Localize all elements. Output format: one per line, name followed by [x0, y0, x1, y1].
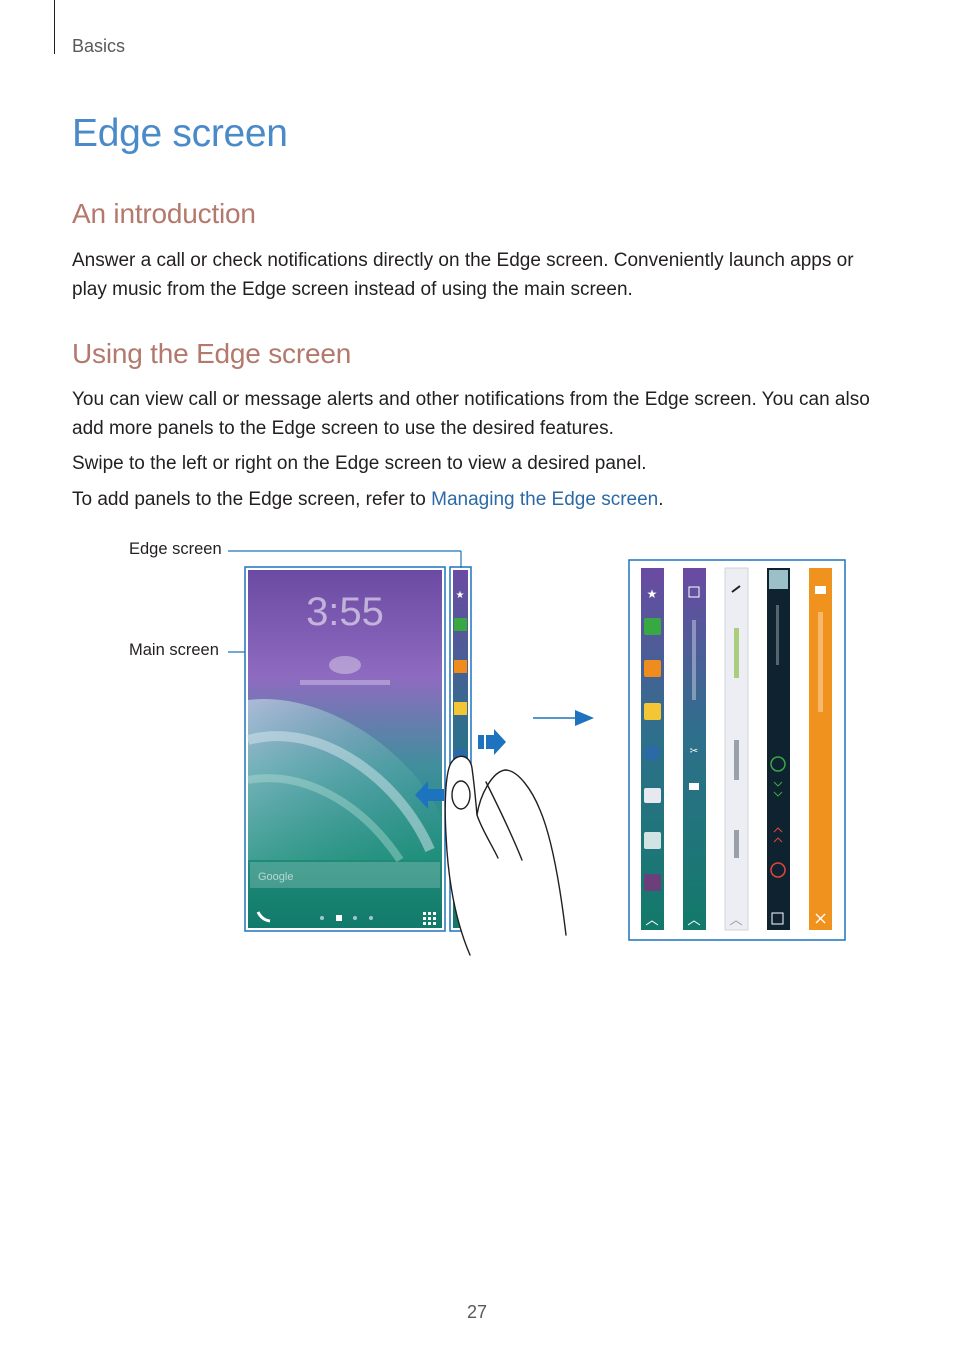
managing-edge-screen-link[interactable]: Managing the Edge screen [431, 489, 659, 510]
using-paragraph-1: You can view call or message alerts and other notifications from the Edge screen. You can also add more panels to the Edge screen to use the desired features. [72, 389, 870, 439]
edge-panel-notifications [683, 568, 706, 930]
svg-text:★: ★ [455, 590, 465, 601]
margin-rule [54, 0, 55, 54]
search-bar-hint: Google [258, 871, 294, 883]
hand-illustration [445, 756, 566, 955]
edge-panel-tools [725, 568, 748, 930]
svg-text:✂: ✂ [689, 746, 699, 757]
using-paragraph-3-prefix: To add panels to the Edge screen, refer to [72, 489, 432, 510]
transition-arrow [533, 710, 594, 726]
using-paragraph-2: Swipe to the left or right on the Edge screen to view a desired panel. [72, 453, 647, 474]
edge-panels-overview [629, 560, 845, 940]
using-paragraph-3-suffix: . [658, 489, 664, 510]
heading-introduction: An introduction [72, 198, 256, 229]
page-number: 27 [466, 1302, 488, 1322]
main-screen-mockup [245, 567, 445, 931]
section-label: Basics [72, 36, 126, 56]
page-title: Edge screen [72, 112, 288, 155]
swipe-right-arrow [478, 729, 506, 755]
edge-panel-message [809, 568, 832, 930]
heading-using-edge-screen: Using the Edge screen [72, 338, 352, 369]
svg-text:★: ★ [646, 587, 658, 601]
weather-icon [329, 656, 361, 674]
edge-panel-shortcuts [641, 568, 664, 930]
using-paragraph-3 [72, 485, 892, 514]
label-main-screen: Main screen [129, 641, 219, 659]
apps-grid-icon [423, 912, 436, 925]
intro-paragraph: Answer a call or check notifications directly on the Edge screen. Conveniently launch apps or play music from the Edge screen instead of using the main screen. [72, 250, 854, 300]
label-edge-screen: Edge screen [129, 540, 222, 558]
main-screen-clock: 3:55 [306, 590, 384, 634]
edge-screen-figure [0, 530, 954, 970]
edge-panel-call [767, 568, 790, 930]
